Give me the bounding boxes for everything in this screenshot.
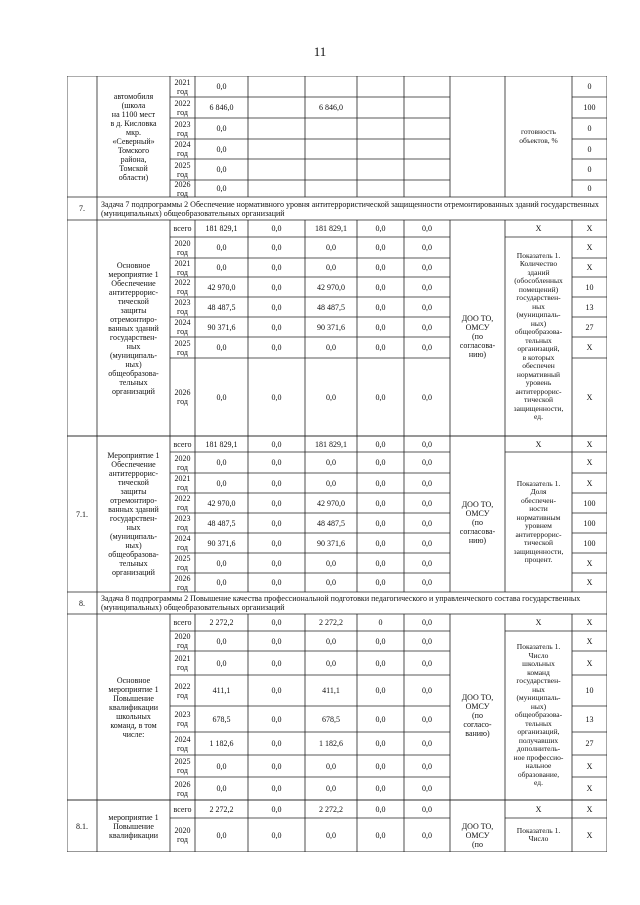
extra-budget-cell: 0,0 [422,784,432,793]
federal-cell: 0,0 [271,636,282,646]
year-cell: 2022 год [174,98,191,117]
federal-cell: 0,0 [271,282,282,292]
local-cell: 0,0 [375,282,386,292]
indicator-name-x: X [535,224,542,233]
local-cell [357,180,404,197]
local-cell: 0,0 [375,558,386,568]
total-cell: 0,0 [216,578,227,587]
regional-cell: 0,0 [326,558,336,568]
local-cell: 0,0 [375,498,386,508]
extra-budget-cell: 0,0 [422,714,432,724]
year-cell: 2022 год [174,681,191,700]
federal-cell: 0,0 [271,784,282,793]
regional-cell: 0,0 [326,636,336,646]
indicator-value: 13 [585,714,594,724]
extra-budget-cell: 0,0 [422,739,432,748]
local-cell: 0,0 [375,518,386,528]
total-cell: 181 829,1 [205,224,238,233]
total-cell: 0,0 [216,458,227,467]
extra-budget-cell [404,159,450,180]
regional-cell: 42 970,0 [317,282,345,292]
regional-cell: 181 829,1 [315,439,347,449]
indicator-value: 13 [585,302,594,312]
extra-budget-cell [404,118,450,139]
regional-cell [305,139,357,159]
regional-cell: 42 970,0 [317,498,345,508]
indicator-value: X [586,784,593,793]
indicator-value: 10 [585,282,594,292]
page-number: 11 [313,44,327,59]
local-cell: 0,0 [375,714,386,724]
local-cell: 0,0 [375,243,386,252]
extra-budget-cell: 0,0 [422,830,432,840]
indicator-value: X [586,439,593,449]
row-number: 8.1. [76,821,88,831]
federal-cell: 0,0 [271,243,282,252]
federal-cell: 0,0 [271,618,282,627]
total-cell: 0,0 [216,658,227,668]
extra-budget-cell [404,139,450,159]
indicator-value: X [586,224,593,233]
program-table [67,76,607,852]
regional-cell [305,118,357,139]
indicator-value: X [586,761,593,771]
extra-budget-cell: 0,0 [422,538,432,548]
indicator-value: 100 [583,103,596,112]
federal-cell [248,139,305,159]
federal-cell: 0,0 [271,224,282,233]
local-cell [357,97,404,118]
indicator-name: готовность объектов, % [519,127,558,145]
regional-cell: 0,0 [326,343,336,352]
local-cell: 0,0 [375,739,386,748]
indicator-value: 0 [587,165,592,174]
year-cell: всего [173,224,192,233]
local-cell: 0,0 [375,439,386,449]
indicator-value: 27 [585,322,594,332]
extra-budget-cell: 0,0 [422,761,432,771]
regional-cell [305,159,357,180]
extra-budget-cell: 0,0 [422,518,432,528]
activity-name: Основное мероприятие 1 Обеспечение антитеррорис- тической защиты отремонтиро- ванных зданий государствен- ных (муниципаль- ных) общеобразова- тельных организаций [108,260,159,396]
indicator-value: X [586,458,593,467]
extra-budget-cell: 0,0 [422,578,432,587]
year-cell: 2025 год [174,757,191,775]
total-cell: 678,5 [212,714,231,724]
federal-cell: 0,0 [271,478,282,488]
regional-cell: 0,0 [326,458,336,467]
total-cell: 0,0 [216,636,227,646]
total-cell: 0,0 [216,144,227,154]
regional-cell: 0,0 [326,392,336,402]
local-cell: 0,0 [375,784,386,793]
federal-cell: 0,0 [271,392,282,402]
local-cell: 0,0 [375,224,386,233]
total-cell: 42 970,0 [207,282,236,292]
total-cell: 0,0 [216,478,227,488]
federal-cell: 0,0 [271,458,282,467]
indicator-value: 0 [587,82,592,91]
federal-cell: 0,0 [271,439,282,449]
year-cell: 2026 год [174,179,191,198]
indicator-name-x: X [535,618,542,627]
extra-budget-cell: 0,0 [422,322,432,332]
federal-cell: 0,0 [271,263,282,272]
indicator-value: X [586,636,593,646]
local-cell: 0,0 [375,538,386,548]
indicator-value: X [586,830,593,840]
indicator-value: X [586,392,593,402]
year-cell: 2021 год [174,654,191,672]
indicator-value: X [586,618,593,627]
extra-budget-cell: 0,0 [422,636,432,646]
total-cell: 2 272,2 [209,804,234,814]
year-cell: 2024 год [174,140,191,158]
total-cell: 0,0 [216,243,227,252]
total-cell: 90 371,6 [207,538,236,548]
regional-cell: 0,0 [326,830,336,840]
total-cell: 411,1 [212,686,231,695]
local-cell: 0,0 [375,804,386,814]
regional-cell [305,76,357,97]
local-cell [357,118,404,139]
local-cell: 0,0 [375,636,386,646]
total-cell: 0,0 [216,184,227,193]
extra-budget-cell: 0,0 [422,439,432,449]
task-number: 8. [79,598,85,608]
year-cell: всего [173,439,192,449]
indicator-value: 100 [583,518,596,528]
regional-cell: 90 371,6 [317,322,345,332]
extra-budget-cell: 0,0 [422,478,432,488]
local-cell: 0,0 [375,302,386,312]
executor: ДОО ТО, ОМСУ (по согласова- нию) [459,314,496,359]
regional-cell: 0,0 [326,243,336,252]
indicator-name-x: X [535,804,542,814]
local-cell: 0,0 [375,392,386,402]
federal-cell: 0,0 [271,658,282,668]
year-cell: 2023 год [174,298,191,316]
federal-cell: 0,0 [271,538,282,548]
regional-cell: 2 272,2 [319,618,343,627]
year-cell: 2025 год [174,160,191,179]
regional-cell: 0,0 [326,784,336,793]
federal-cell: 0,0 [271,761,282,771]
extra-budget-cell: 0,0 [422,804,432,814]
extra-budget-cell: 0,0 [422,498,432,508]
year-cell: 2020 год [174,632,191,650]
regional-cell: 90 371,6 [317,538,345,548]
local-cell: 0,0 [375,578,386,587]
total-cell: 48 487,5 [207,302,236,312]
indicator-name: Показатель 1. Количество зданий (обособленных помещений) государствен- ных (муниципаль- ных) общеобразова- тельных организаций, в которых обеспечен нормативный уровень антитеррорис- тической защищенности, ед. [513,250,564,421]
indicator-value: X [586,478,593,488]
year-cell: 2024 год [174,318,191,336]
local-cell: 0,0 [375,478,386,488]
extra-budget-cell: 0,0 [422,458,432,467]
year-cell: 2020 год [174,238,191,257]
federal-cell [248,118,305,139]
extra-budget-cell: 0,0 [422,224,432,233]
year-cell: 2023 год [174,710,191,728]
local-cell: 0,0 [375,343,386,352]
total-cell: 0,0 [216,830,227,840]
regional-cell: 48 487,5 [317,518,345,528]
indicator-value: 0 [587,144,592,154]
total-cell: 0,0 [216,558,227,568]
extra-budget-cell: 0,0 [422,343,432,352]
federal-cell: 0,0 [271,686,282,695]
year-cell: всего [173,804,192,814]
year-cell: 2022 год [174,278,191,296]
total-cell: 42 970,0 [207,498,236,508]
indicator-value: X [586,578,593,587]
extra-budget-cell: 0,0 [422,302,432,312]
federal-cell [248,159,305,180]
total-cell: 0,0 [216,165,227,174]
local-cell [357,139,404,159]
year-cell: 2021 год [174,77,191,96]
indicator-value: 27 [585,739,594,748]
federal-cell: 0,0 [271,558,282,568]
indicator-value: 100 [583,538,596,548]
year-cell: 2023 год [174,119,191,138]
year-cell: 2026 год [174,388,191,406]
year-cell: 2024 год [174,534,191,552]
total-cell: 6 846,0 [209,103,234,112]
year-cell: всего [173,618,192,627]
indicator-name-x: X [535,439,542,449]
task-title: Задача 7 подпрограммы 2 Обеспечение нормативного уровня антитеррористической защищенности отремонтированных зданий государственных (муниципальных) общеобразовательных организаций [101,199,599,218]
extra-budget-cell: 0,0 [422,263,432,272]
local-cell: 0,0 [375,322,386,332]
extra-budget-cell: 0,0 [422,243,432,252]
activity-name: Основное мероприятие 1 Повышение квалификации школьных команд, в том числе: [108,675,159,739]
total-cell: 0,0 [216,343,227,352]
task-number: 7. [79,204,85,213]
year-cell: 2021 год [174,474,191,492]
extra-budget-cell: 0,0 [422,282,432,292]
indicator-value: 10 [585,686,594,695]
regional-cell: 678,5 [322,714,340,724]
regional-cell: 0,0 [326,263,336,272]
indicator-value: 100 [583,498,596,508]
total-cell: 0,0 [216,124,227,133]
executor: ДОО ТО, ОМСУ (по согласо- ванию) [461,693,494,738]
regional-cell: 0,0 [326,478,336,488]
regional-cell: 48 487,5 [317,302,345,312]
indicator-name: Показатель 1. Число [516,825,561,843]
local-cell: 0,0 [375,458,386,467]
year-cell: 2021 год [174,258,191,277]
federal-cell: 0,0 [271,714,282,724]
indicator-value: X [586,243,593,252]
extra-budget-cell: 0,0 [422,558,432,568]
year-cell: 2025 год [174,554,191,572]
federal-cell: 0,0 [271,498,282,508]
task-title: Задача 8 подпрограммы 2 Повышение качества профессиональной подготовки педагогического и управленческого состава государственных (муниципальных) общеобразовательных организаций [101,594,581,612]
total-cell: 0,0 [216,392,227,402]
extra-budget-cell: 0,0 [422,392,432,402]
regional-cell: 411,1 [322,686,340,695]
federal-cell: 0,0 [271,804,282,814]
regional-cell: 1 182,6 [319,739,343,748]
federal-cell [248,97,305,118]
regional-cell: 0,0 [326,658,336,668]
year-cell: 2025 год [174,338,191,357]
federal-cell [248,76,305,97]
indicator-value: 0 [587,184,592,193]
total-cell: 48 487,5 [207,518,236,528]
regional-cell: 181 829,1 [315,224,347,233]
indicator-name: Показатель 1. Число школьных команд государствен- ных (муниципаль- ных) общеобразова- тельных организаций, получавших дополнитель- ное профессио- нальное образование, ед. [513,642,564,788]
executor: ДОО ТО, ОМСУ (по согласова- нию) [459,499,496,545]
extra-budget-cell: 0,0 [422,686,432,695]
federal-cell: 0,0 [271,302,282,312]
local-cell: 0,0 [375,263,386,272]
extra-budget-cell [404,180,450,197]
local-cell: 0,0 [375,658,386,668]
year-cell: 2026 год [174,779,191,798]
year-cell: 2026 год [174,573,191,592]
local-cell [357,159,404,180]
activity-name: мероприятие 1 Повышение квалификации [108,812,159,840]
local-cell: 0,0 [375,761,386,771]
year-cell: 2020 год [174,826,191,844]
indicator-name: Показатель 1. Доля обеспечен- ности нормативным уровнем антитеррорис- тической защищенности, процент. [513,478,564,564]
regional-cell: 0,0 [326,578,336,587]
indicator-value: X [586,343,593,352]
federal-cell: 0,0 [271,343,282,352]
year-cell: 2020 год [174,453,191,472]
total-cell: 0,0 [216,263,227,272]
total-cell: 0,0 [216,784,227,793]
total-cell: 90 371,6 [207,322,236,332]
total-cell: 181 829,1 [205,439,238,449]
federal-cell: 0,0 [271,830,282,840]
activity-name: Мероприятие 1 Обеспечение антитеррорис- тической защиты отремонтиро- ванных зданий государствен- ных (муниципаль- ных) общеобразова- тельных организаций [107,451,160,577]
federal-cell: 0,0 [271,739,282,748]
regional-cell: 6 846,0 [319,103,343,112]
row-number: 7.1. [76,509,88,519]
activity-name: автомобиля (школа на 1100 мест в д. Кисловка мкр. «Северный» Томского района, Томской области) [110,91,157,182]
extra-budget-cell: 0,0 [422,618,432,627]
local-cell: 0,0 [375,686,386,695]
extra-budget-cell [404,97,450,118]
indicator-value: X [586,263,593,272]
federal-cell: 0,0 [271,518,282,528]
total-cell: 2 272,2 [209,618,234,627]
extra-budget-cell: 0,0 [422,658,432,668]
federal-cell [248,180,305,197]
total-cell: 0,0 [216,82,227,91]
regional-cell: 2 272,2 [319,804,343,814]
year-cell: 2022 год [174,494,191,512]
local-cell: 0,0 [375,830,386,840]
regional-cell: 0,0 [326,761,336,771]
executor: ДОО ТО, ОМСУ (по [461,821,494,849]
year-cell: 2023 год [174,514,191,532]
indicator-value: X [586,558,593,568]
indicator-value: 0 [587,124,592,133]
extra-budget-cell [404,76,450,97]
indicator-value: X [586,658,593,668]
regional-cell [305,180,357,197]
indicator-value: X [586,804,593,814]
local-cell: 0 [378,618,383,627]
total-cell: 0,0 [216,761,227,771]
year-cell: 2024 год [174,734,191,753]
local-cell [357,76,404,97]
federal-cell: 0,0 [271,322,282,332]
federal-cell: 0,0 [271,578,282,587]
total-cell: 1 182,6 [209,739,234,748]
